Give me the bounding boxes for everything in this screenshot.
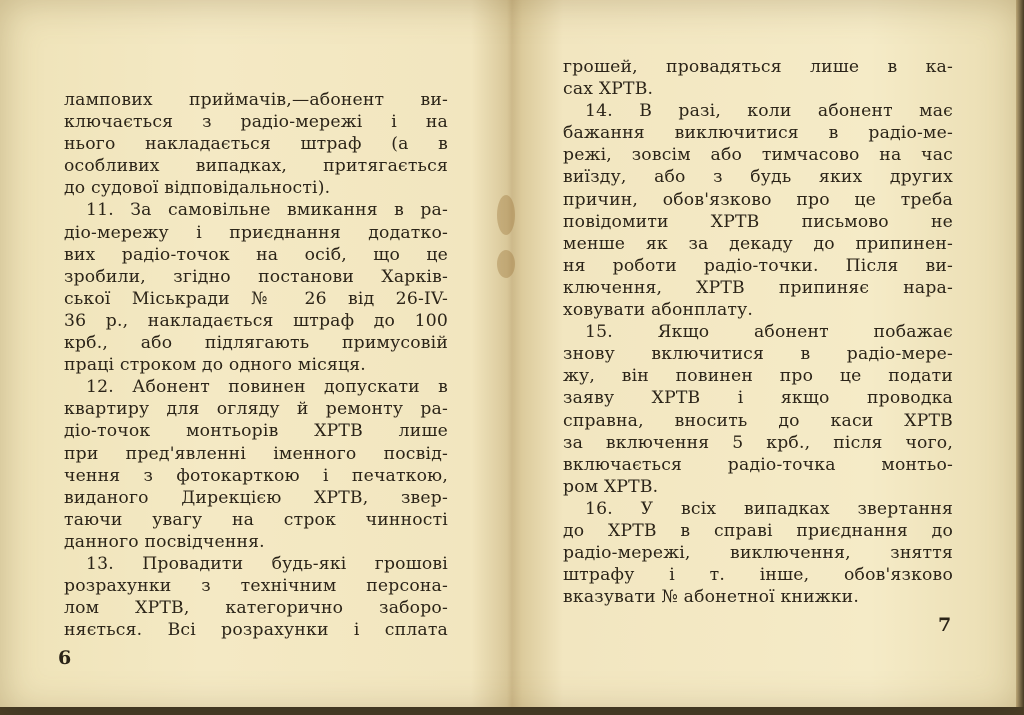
- text-line: радіо-мережі, виключення, зняття: [563, 543, 953, 564]
- text-line: 13. Провадити будь-які грошові: [86, 553, 448, 574]
- text-line: діо-точок монтьорів ХРТВ лише: [64, 421, 448, 442]
- text-line: квартиру для огляду й ремонту ра-: [64, 399, 448, 420]
- left-page-number: 6: [58, 647, 72, 669]
- text-line: ня роботи радіо-точки. Після ви-: [563, 255, 953, 276]
- paper-stain: [497, 195, 515, 235]
- text-line: менше як за декаду до припинен-: [563, 233, 953, 254]
- text-line: крб., або підлягають примусовій: [64, 333, 448, 354]
- left-page-text: [64, 89, 448, 641]
- paper-stain: [497, 250, 515, 278]
- text-line: ської Міськради № 26 від 26-IV-: [64, 288, 448, 309]
- text-line: повідомити ХРТВ письмово не: [563, 211, 953, 232]
- text-line: бажання виключитися в радіо-ме-: [563, 123, 953, 144]
- text-line: ховувати абонплату.: [563, 300, 754, 321]
- page-edge-bottom: [0, 707, 1024, 715]
- text-line: виданого Дирекцією ХРТВ, звер-: [64, 487, 448, 508]
- text-line: 12. Абонент повинен допускати в: [86, 377, 448, 398]
- text-line: ром ХРТВ.: [563, 476, 659, 497]
- text-line: нього накладається штраф (а в: [64, 134, 448, 155]
- text-line: вказувати № абонетної книжки.: [563, 587, 859, 608]
- text-line: 15. Якщо абонент побажає: [585, 322, 953, 343]
- text-line: жу, він повинен про це подати: [563, 366, 953, 387]
- text-line: ключення, ХРТВ припиняє нара-: [563, 277, 953, 298]
- text-line: діо-мережу і приєднання додатко-: [64, 222, 448, 243]
- text-line: праці строком до одного місяця.: [64, 355, 366, 376]
- text-line: розрахунки з технічним персона-: [64, 576, 448, 597]
- text-line: ключається з радіо-мережі і на: [64, 112, 448, 133]
- text-line: до судової відповідальності).: [64, 178, 331, 199]
- text-line: знову включитися в радіо-мере-: [563, 344, 953, 365]
- text-line: справна, вносить до каси ХРТВ: [563, 410, 953, 431]
- text-line: 14. В разі, коли абонент має: [585, 101, 953, 122]
- text-line: при пред'явленні іменного посвід-: [64, 443, 448, 464]
- text-line: няється. Всі розрахунки і сплата: [64, 620, 448, 641]
- text-line: грошей, провадяться лише в ка-: [563, 57, 953, 77]
- right-page-text: [563, 56, 953, 608]
- text-line: за включення 5 крб., після чого,: [563, 432, 953, 453]
- text-line: виїзду, або з будь яких других: [563, 167, 953, 188]
- text-line: сах ХРТВ.: [563, 79, 654, 100]
- text-line: 16. У всіх випадках звертання: [585, 498, 953, 519]
- right-page-number: 7: [938, 614, 952, 636]
- text-line: включається радіо-точка монтьо-: [563, 454, 953, 475]
- text-line: причин, обов'язково про це треба: [563, 189, 953, 210]
- text-line: заяву ХРТВ і якщо проводка: [563, 388, 953, 409]
- text-line: 11. За самовільне вмикання в ра-: [86, 200, 448, 221]
- text-line: штрафу і т. інше, обов'язково: [563, 565, 953, 586]
- text-line: таючи увагу на строк чинності: [64, 509, 448, 530]
- text-line: до ХРТВ в справі приєднання до: [563, 520, 953, 541]
- page-edge-right: [1016, 0, 1024, 715]
- text-line: лампових приймачів,—абонент ви-: [64, 90, 448, 110]
- text-line: 36 р., накладається штраф до 100: [64, 310, 448, 331]
- text-line: зробили, згідно постанови Харків-: [64, 266, 448, 287]
- text-line: данного посвідчення.: [64, 531, 265, 552]
- text-line: вих радіо-точок на осіб, що це: [64, 244, 448, 265]
- text-line: чення з фотокарткою і печаткою,: [64, 465, 448, 486]
- text-line: лом ХРТВ, категорично заборо-: [64, 598, 448, 619]
- text-line: режі, зовсім або тимчасово на час: [563, 145, 953, 166]
- text-line: особливих випадках, притягається: [64, 156, 448, 177]
